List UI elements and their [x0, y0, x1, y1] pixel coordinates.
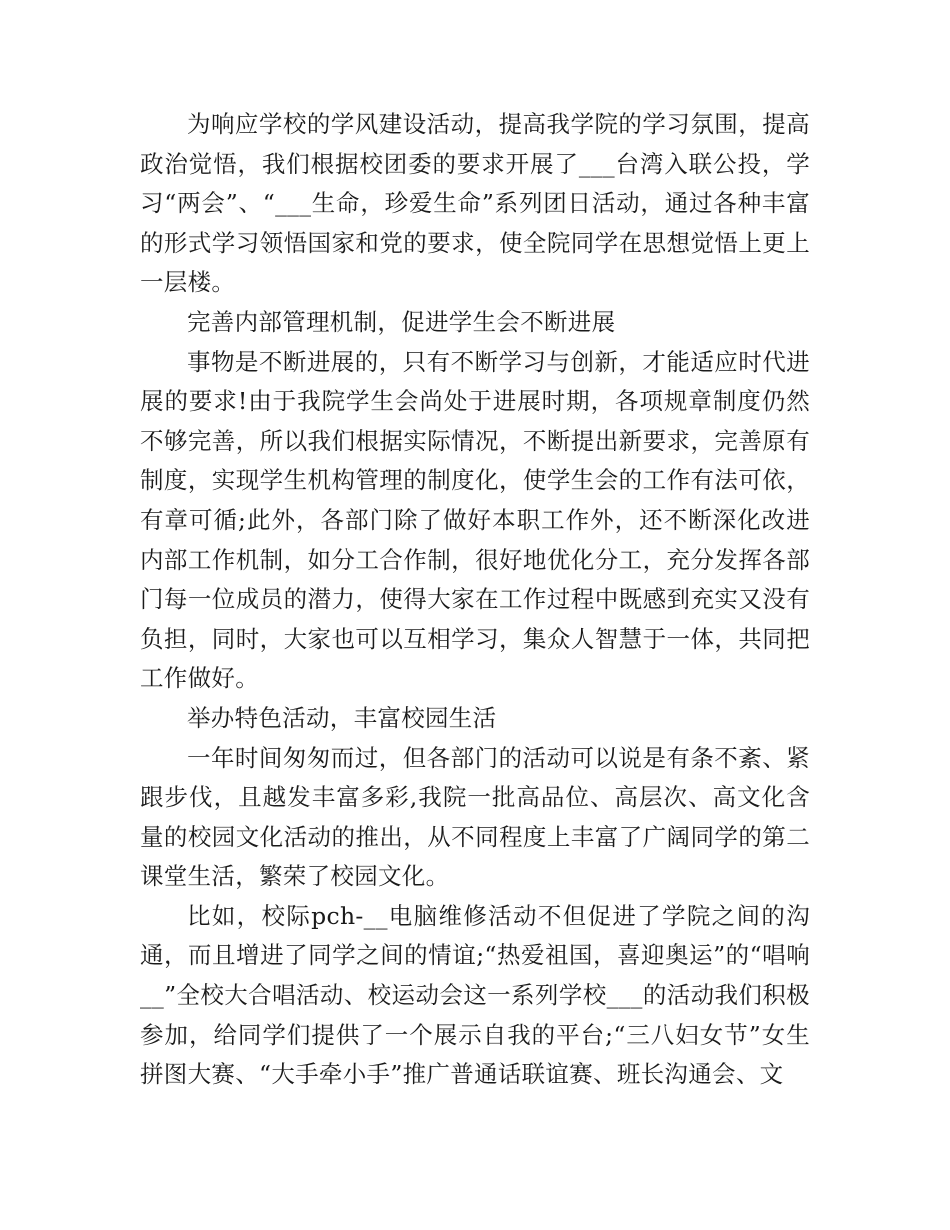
paragraph-examples: 比如，校际pch-__电脑维修活动不但促进了学院之间的沟通，而且增进了同学之间的情谊;“热爱祖国，喜迎奥运”的“唱响__”全校大合唱活动、校运动会这一系列学校___的活动我们积极参加，给同学们提供了一个展示自我的平台;“三八妇女节”女生拼图大赛、“大手牵小手”推广普通话联谊赛、班长沟通会、文: [140, 901, 810, 1089]
document-page: [140, 105, 810, 1095]
section-heading-activities: 举办特色活动，丰富校园生活: [187, 703, 497, 732]
paragraph-management: 事物是不断进展的，只有不断学习与创新，才能适应时代进展的要求!由于我院学生会尚处于进展时期，各项规章制度仍然不够完善，所以我们根据实际情况，不断提出新要求，完善原有制度，实现学生机构管理的制度化，使学生会的工作有法可依，有章可循;此外，各部门除了做好本职工作外，还不断深化改进内部工作机制，如分工合作制，很好地优化分工，充分发挥各部门每一位成员的潜力，使得大家在工作过程中既感到充实又没有负担，同时，大家也可以互相学习，集众人智慧于一体，共同把工作做好。: [140, 347, 810, 693]
section-heading-management: 完善内部管理机制，促进学生会不断进展: [187, 307, 616, 336]
paragraph-study-activities: 为响应学校的学风建设活动，提高我学院的学习氛围，提高政治觉悟，我们根据校团委的要求开展了___台湾入联公投，学习“两会”、“___生命，珍爱生命”系列团日活动，通过各种丰富的形式学习领悟国家和党的要求，使全院同学在思想觉悟上更上一层楼。: [140, 110, 810, 297]
paragraph-activities: 一年时间匆匆而过，但各部门的活动可以说是有条不紊、紧跟步伐，且越发丰富多彩,我院一批高品位、高层次、高文化含量的校园文化活动的推出，从不同程度上丰富了广阔同学的第二课堂生活，繁荣了校园文化。: [140, 743, 810, 891]
